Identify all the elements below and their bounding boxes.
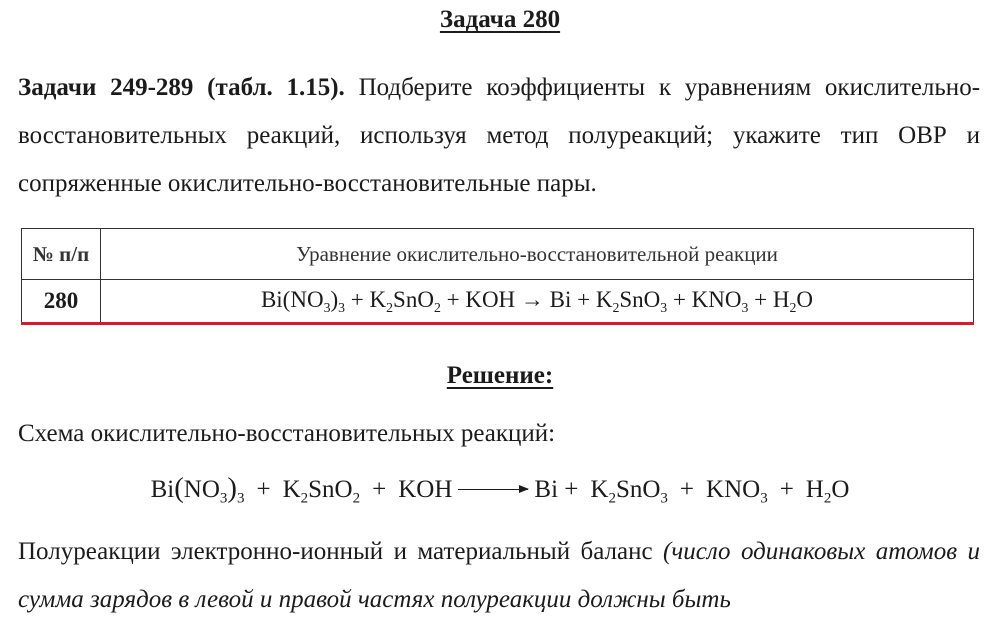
task-text: Подберите коэффициенты к уравнениям окислительно-восстановительных реакций, используя метод полуреакций; укажите тип ОВР и сопряженные окислительно-восстановительные пары. bbox=[18, 74, 981, 197]
paragraph-italic: (число одинаковых атомов и сумма зарядов в левой и правой частях полуреакции должны быть bbox=[18, 538, 981, 613]
reaction-arrow-icon bbox=[458, 489, 528, 490]
task-statement bbox=[18, 64, 980, 208]
task-prefix: Задачи 249-289 (табл. 1.15). bbox=[18, 74, 345, 101]
half-reactions-paragraph bbox=[18, 528, 980, 624]
page-title: Задача 280 bbox=[439, 6, 561, 33]
table-row bbox=[22, 280, 974, 324]
reaction-table bbox=[21, 228, 974, 325]
scheme-equation: $Bi(NO_3)_3 + K_2SnO_2$ + KOH $Bi + K_2SnO_3 + KNO_3 + H_2O$ bbox=[150, 472, 850, 507]
header-equation: Уравнение окислительно-восстановительной реакции bbox=[101, 229, 974, 280]
solution-heading: Решение: bbox=[446, 362, 554, 389]
schema-label: Схема окислительно-восстановительных реакций: bbox=[18, 420, 556, 447]
paragraph-text: Полуреакции электронно-ионный и материальный баланс bbox=[18, 538, 653, 565]
table-header-row bbox=[22, 229, 974, 280]
row-num: 280 bbox=[22, 280, 101, 324]
header-num: № п/п bbox=[22, 229, 101, 280]
row-equation: $Bi(NO_3)_3 + K_2SnO_2$ + KOH → $Bi + K_2SnO_3 + KNO_3 + H_2O$ bbox=[101, 280, 974, 324]
